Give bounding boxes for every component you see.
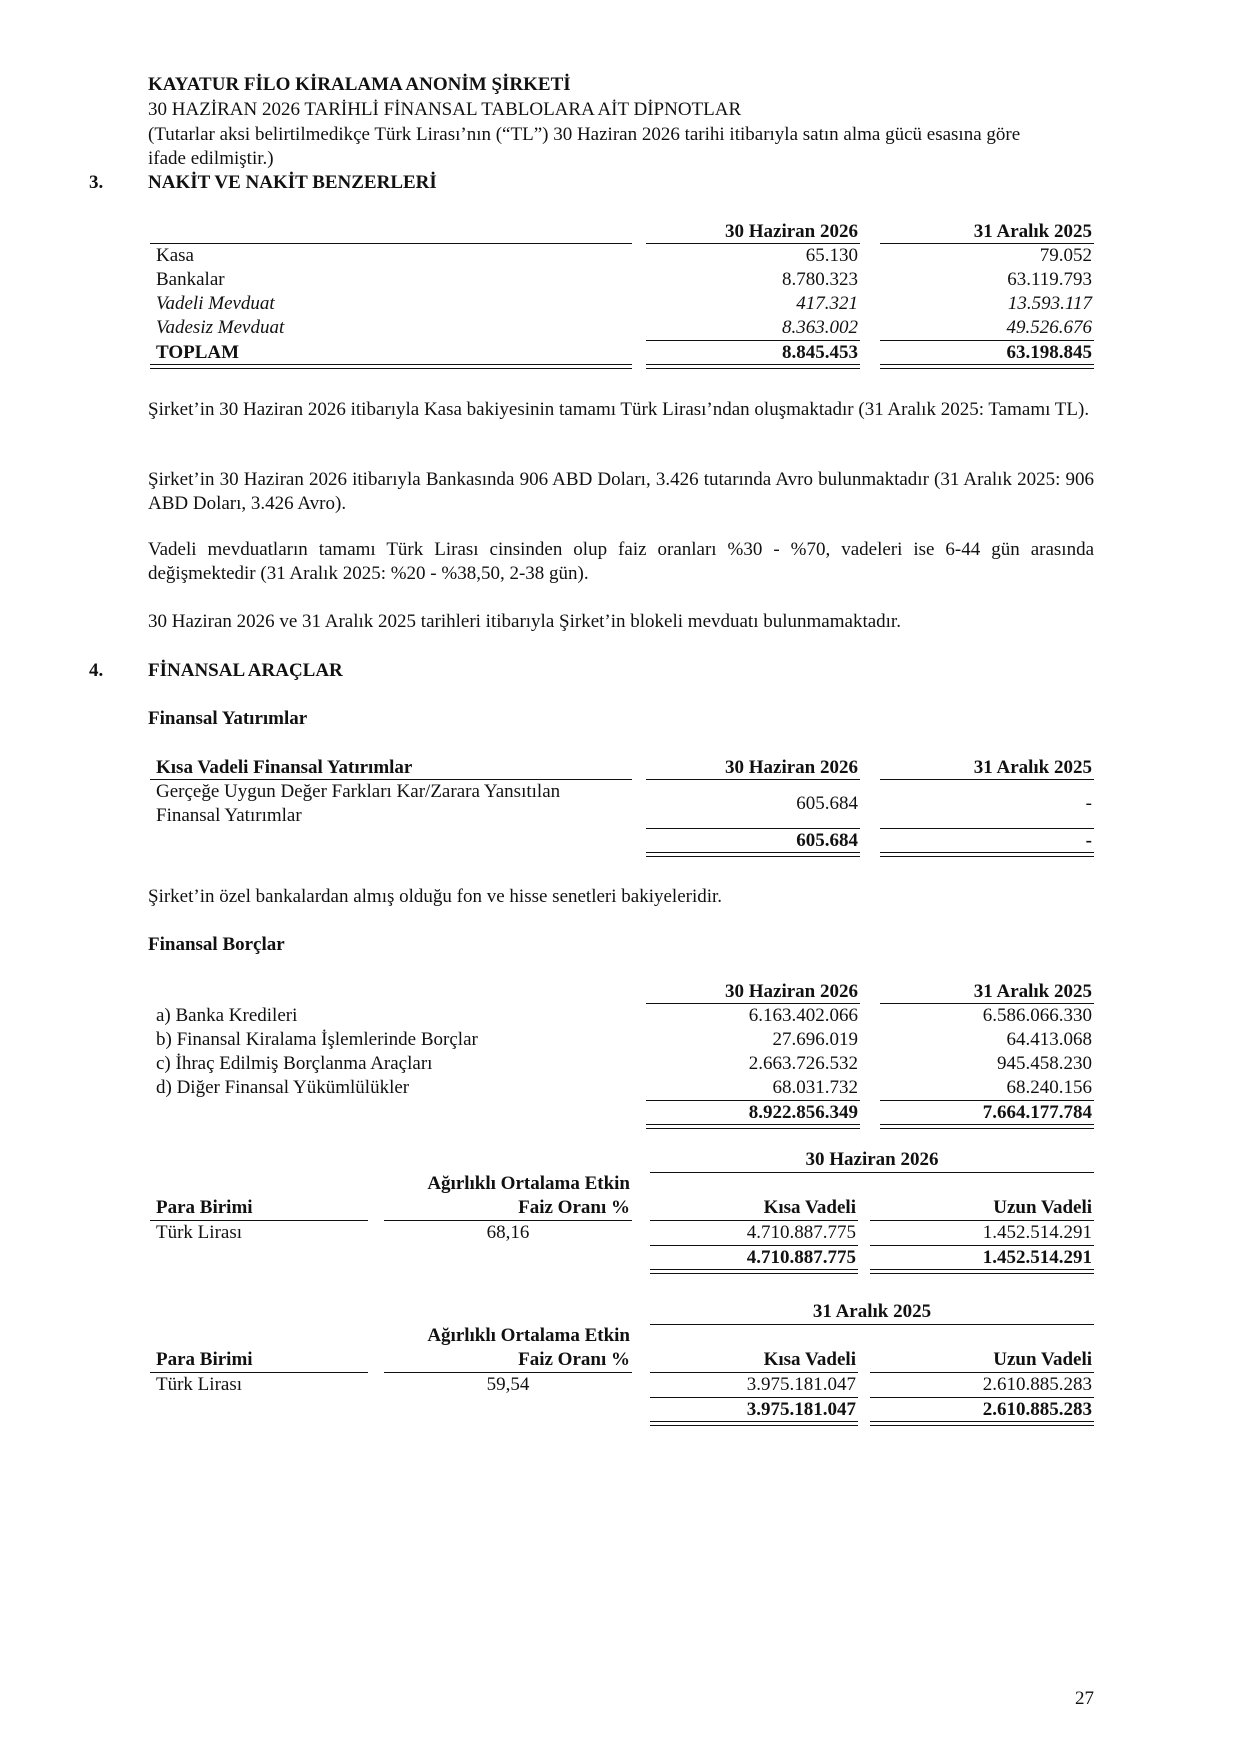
paragraph-bank: Şirket’in 30 Haziran 2026 itibarıyla Bankasında 906 ABD Doları, 3.426 tutarında Avro bulunmaktadır (31 Aralık 2025: 906 ABD Doları, 3.426 Avro).	[148, 469, 1094, 514]
section-3-number: 3.	[89, 172, 104, 193]
rates-period-2026: 30 Haziran 2026	[805, 1149, 939, 1170]
investments-header: Kısa Vadeli Finansal Yatırımlar 30 Haziran 2026 31 Aralık 2025	[156, 757, 1092, 778]
table-row: Bankalar 8.780.323 63.119.793	[156, 269, 1092, 290]
rates-header-2025: Para Birimi Faiz Oranı % Kısa Vadeli Uzun Vadeli	[156, 1349, 1092, 1370]
borrowings-total-row: 8.922.856.349 7.664.177.784	[748, 1102, 1092, 1123]
borrowings-heading: Finansal Borçlar	[148, 934, 285, 955]
borrowings-header: 30 Haziran 2026 31 Aralık 2025	[725, 981, 1092, 1002]
cash-table-header	[0, 220, 1241, 244]
table-row: Türk Lirası 59,54 3.975.181.047 2.610.885.283	[156, 1374, 1092, 1395]
investments-row-2025: -	[1085, 793, 1092, 814]
section-4-number: 4.	[89, 660, 104, 681]
page-number: 27	[1075, 1688, 1094, 1709]
investments-row-label-line2: Finansal Yatırımlar	[156, 805, 302, 826]
investments-total-row: 605.684 -	[796, 830, 1092, 851]
rates-header-2026: Para Birimi Faiz Oranı % Kısa Vadeli Uzun Vadeli	[156, 1197, 1092, 1218]
investments-note: Şirket’in özel bankalardan almış olduğu fon ve hisse senetleri bakiyeleridir.	[148, 886, 723, 907]
investments-heading: Finansal Yatırımlar	[148, 708, 308, 729]
cash-col-2025: 31 Aralık 2025	[973, 221, 1092, 242]
investments-row-2026: 605.684	[796, 793, 858, 814]
table-row: Türk Lirası 68,16 4.710.887.775 1.452.514.291	[156, 1222, 1092, 1243]
table-row: Vadesiz Mevduat 8.363.002 49.526.676	[156, 317, 1092, 338]
paragraph-cash: Şirket’in 30 Haziran 2026 itibarıyla Kasa bakiyesinin tamamı Türk Lirası’ndan oluşmaktadır (31 Aralık 2025: Tamamı TL).	[148, 399, 1090, 420]
table-row: Kasa 65.130 79.052	[156, 245, 1092, 266]
section-3-title: NAKİT VE NAKİT BENZERLERİ	[148, 172, 437, 193]
table-row: b) Finansal Kiralama İşlemlerinde Borçlar 27.696.019 64.413.068	[156, 1029, 1092, 1050]
table-row: Vadeli Mevduat 417.321 13.593.117	[156, 293, 1092, 314]
rates-total-row-2026: 4.710.887.775 1.452.514.291	[746, 1247, 1092, 1268]
paragraph-blocked: 30 Haziran 2026 ve 31 Aralık 2025 tarihleri itibarıyla Şirket’in blokeli mevduatı bulunmamaktadır.	[148, 611, 901, 632]
cash-col-2026: 30 Haziran 2026	[725, 221, 858, 242]
table-row: d) Diğer Finansal Yükümlülükler 68.031.732 68.240.156	[156, 1077, 1092, 1098]
document-subtitle: 30 HAZİRAN 2026 TARİHLİ FİNANSAL TABLOLARA AİT DİPNOTLAR	[148, 99, 742, 120]
investments-row-label-line1: Gerçeğe Uygun Değer Farkları Kar/Zarara Yansıtılan	[156, 781, 561, 802]
table-row: c) İhraç Edilmiş Borçlanma Araçları 2.663.726.532 945.458.230	[156, 1053, 1092, 1074]
currency-note-line2: ifade edilmiştir.)	[148, 148, 274, 169]
company-name: KAYATUR FİLO KİRALAMA ANONİM ŞİRKETİ	[148, 74, 571, 95]
cash-total-row: TOPLAM 8.845.453 63.198.845	[156, 342, 1092, 363]
rates-period-2025: 31 Aralık 2025	[812, 1301, 932, 1322]
table-row: a) Banka Kredileri 6.163.402.066 6.586.066.330	[156, 1005, 1092, 1026]
section-4-title: FİNANSAL ARAÇLAR	[148, 660, 343, 681]
rates-total-row-2025: 3.975.181.047 2.610.885.283	[746, 1399, 1092, 1420]
paragraph-deposits: Vadeli mevduatların tamamı Türk Lirası cinsinden olup faiz oranları %30 - %70, vadeleri ise 6-44 gün arasında değişmektedir (31 Aralık 2025: %20 - %38,50, 2-38 gün).	[148, 539, 1094, 584]
currency-note-line1: (Tutarlar aksi belirtilmedikçe Türk Lirası’nın (“TL”) 30 Haziran 2026 tarihi itibarıyla satın alma gücü esasına göre	[148, 124, 1021, 145]
